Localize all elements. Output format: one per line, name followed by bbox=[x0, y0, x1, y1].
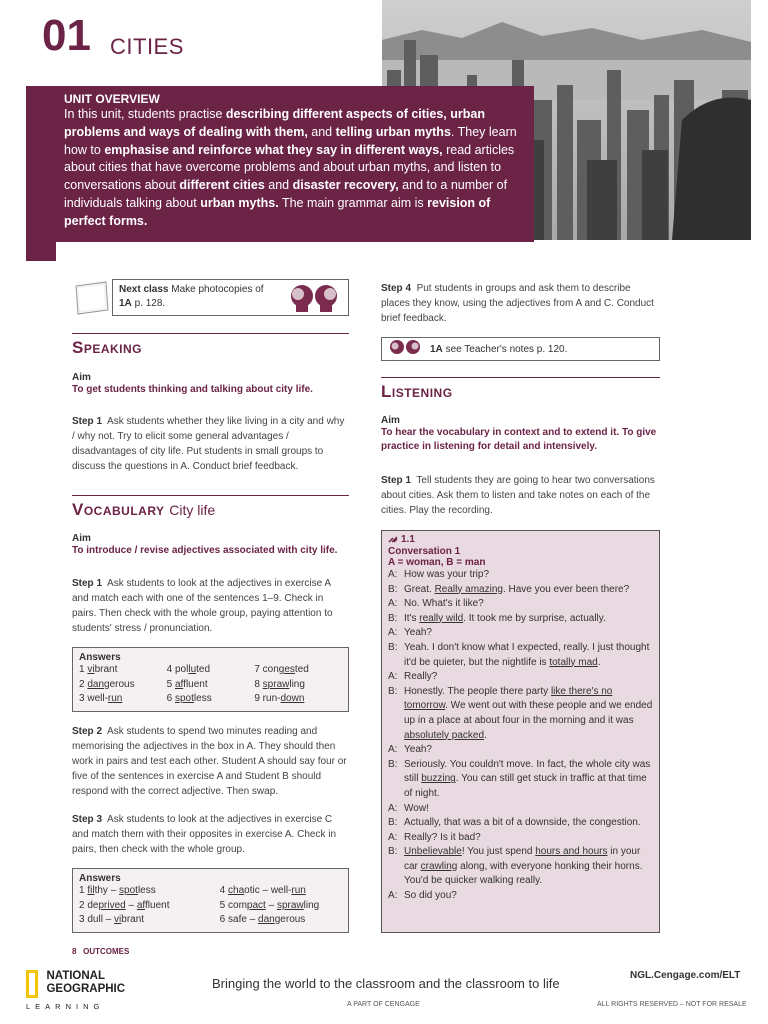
overview-segment: and bbox=[264, 178, 293, 193]
script-line: A: Really? Is it bad? bbox=[388, 831, 481, 843]
speaking-heading: Speaking bbox=[72, 333, 349, 358]
script-line: A: How was your trip? bbox=[388, 569, 490, 580]
overview-segment: The main grammar aim is bbox=[278, 195, 428, 210]
script-line: B: Seriously. You couldn't move. In fact, the whole city was still buzzing. You can still get stuck in traffic at that time of night. bbox=[388, 758, 651, 799]
answer-item: 4 polluted bbox=[166, 664, 211, 675]
listening-aim-label: Aim bbox=[381, 415, 400, 426]
script-line: A: Really? bbox=[388, 671, 438, 683]
teachers-notes-text: see Teacher's notes p. 120. bbox=[445, 343, 568, 355]
script-line: B: Actually, that was a bit of a downside, the congestion. bbox=[388, 817, 641, 829]
listening-step1-text: Tell students they are going to hear two conversations about cities. Ask them to listen and take notes on each of the cities. Play the recording. bbox=[381, 475, 655, 516]
audio-track-icon bbox=[388, 533, 398, 546]
answers-2-label: Answers bbox=[79, 873, 121, 884]
overview-heading: UNIT OVERVIEW bbox=[64, 92, 160, 106]
overview-segment: telling urban myths bbox=[335, 124, 451, 139]
overview-segment: urban myths. bbox=[200, 195, 279, 210]
vocabulary-step2-text: Ask students to spend two minutes reading and memorising the adjectives in the box in A. They should then work in pairs and test each other. Student A should say four or five of the sentences in exercise A and Student B should respond with the correct adjective. Then swap. bbox=[72, 726, 347, 797]
answer-pair: 3 dull – vibrant bbox=[79, 914, 145, 925]
vocabulary-step1-label: Step 1 bbox=[72, 578, 103, 589]
vocabulary-aim: To introduce / revise adjectives associated with city life. bbox=[72, 545, 338, 556]
script-line: A: Yeah? bbox=[388, 627, 432, 639]
teachers-notes-ref: 1A bbox=[430, 343, 443, 355]
listening-heading: Listening bbox=[381, 377, 660, 402]
page-number: 8 bbox=[72, 947, 77, 956]
next-class-note bbox=[112, 279, 349, 316]
photocopy-heads-small-icon bbox=[388, 339, 422, 360]
next-class-text: Make photocopies of bbox=[171, 284, 264, 295]
overview-segment: In this unit, students practise bbox=[64, 107, 226, 121]
next-class-page: p. 128. bbox=[134, 298, 166, 309]
conversation-title: Conversation 1 bbox=[388, 546, 461, 557]
speaking-aim-label: Aim bbox=[72, 372, 91, 383]
answer-item: 5 affluent bbox=[166, 678, 208, 690]
national-geographic-logo bbox=[26, 970, 146, 1011]
step4 bbox=[381, 281, 660, 326]
speakers-key: A = woman, B = man bbox=[388, 557, 486, 568]
vocabulary-step3-text: Ask students to look at the adjectives in exercise C and match them with their opposites in exercise A. Check in pairs, then check with the whole group. bbox=[72, 814, 337, 855]
notepad-icon bbox=[72, 280, 112, 316]
script-line: B: Unbelievable! You just spend hours and hours in your car crawling along, with everyone honking their horns. You'd be quicker walking really. bbox=[388, 846, 643, 887]
answer-pair: 2 deprived – affluent bbox=[79, 899, 170, 911]
teachers-notes-note bbox=[381, 337, 660, 361]
answers-box-1 bbox=[72, 647, 349, 712]
track-row bbox=[388, 533, 653, 546]
listening-aim: To hear the vocabulary in context and to extend it. To give practice in listening for detail and intensively. bbox=[381, 427, 657, 452]
script-line: B: Great. Really amazing. Have you ever been there? bbox=[388, 583, 630, 595]
speaking-aim: To get students thinking and talking about city life. bbox=[72, 384, 313, 395]
overview-segment: describing different aspects of cities, urban problems and ways of dealing with them, bbox=[64, 107, 485, 139]
answers-1-label: Answers bbox=[79, 652, 121, 663]
next-class-ref: 1A bbox=[119, 298, 132, 309]
vocabulary-step1 bbox=[72, 576, 349, 636]
step4-text: Put students in groups and ask them to describe places they know, using the adjectives from A and C. Conduct brief feedback. bbox=[381, 283, 654, 324]
vocabulary-step3-label: Step 3 bbox=[72, 814, 103, 825]
speaking-step1 bbox=[72, 414, 349, 474]
answers-2-grid bbox=[79, 884, 342, 928]
script-line: A: Wow! bbox=[388, 802, 429, 814]
answer-item: 2 dangerous bbox=[79, 678, 135, 690]
script-line: A: No. What's it like? bbox=[388, 598, 484, 610]
ngl-url-link[interactable]: NGL.Cengage.com/ELT bbox=[630, 970, 741, 981]
answer-item: 7 congested bbox=[254, 664, 309, 675]
logo-line1: NATIONAL bbox=[46, 970, 106, 982]
overview-segment: disaster recovery, bbox=[292, 178, 399, 193]
vocabulary-heading-row bbox=[72, 495, 349, 520]
script-line: A: So did you? bbox=[388, 890, 457, 902]
vocabulary-step2-label: Step 2 bbox=[72, 726, 103, 737]
unit-title: CITIES bbox=[110, 34, 184, 59]
overview-text bbox=[64, 106, 526, 231]
answer-item: 6 spotless bbox=[166, 693, 212, 704]
rights-notice: ALL RIGHTS RESERVED – NOT FOR RESALE bbox=[597, 1001, 747, 1008]
answer-item: 1 vibrant bbox=[79, 664, 118, 675]
logo-line2: GEOGRAPHIC bbox=[46, 982, 126, 995]
answer-pair: 1 filthy – spotless bbox=[79, 885, 156, 896]
speaking-step1-label: Step 1 bbox=[72, 416, 103, 427]
logo-line3: LEARNING bbox=[26, 1002, 105, 1011]
script-lines bbox=[388, 568, 653, 904]
vocabulary-step3 bbox=[72, 812, 349, 857]
audio-script-box bbox=[381, 530, 660, 933]
vocabulary-step1-text: Ask students to look at the adjectives in exercise A and match each with one of the sentences 1–9. Check in pairs. Then check with the whole group, paying attention to students' stress / pronunciation. bbox=[72, 578, 333, 634]
script-line: A: Yeah? bbox=[388, 744, 432, 756]
overview-segment: read articles about cities that have overcome problems and about urban myths, and listen to conversations about bbox=[64, 142, 515, 193]
overview-segment: emphasise and reinforce what they say in different ways, bbox=[104, 142, 443, 157]
tagline: Bringing the world to the classroom and the classroom to life bbox=[212, 976, 560, 991]
answers-1-grid bbox=[79, 663, 342, 707]
answer-item: 3 well-run bbox=[79, 693, 123, 704]
unit-number: 01 bbox=[42, 11, 91, 60]
overview-segment: revision of perfect forms. bbox=[64, 195, 491, 228]
answer-pair: 5 compact – sprawling bbox=[219, 899, 320, 911]
page-footer bbox=[72, 947, 129, 956]
listening-step1-label: Step 1 bbox=[381, 475, 412, 486]
listening-step1 bbox=[381, 473, 660, 518]
step4-label: Step 4 bbox=[381, 283, 412, 294]
answer-item: 9 run-down bbox=[254, 693, 305, 704]
track-number: 1.1 bbox=[401, 534, 415, 545]
answers-box-2 bbox=[72, 868, 349, 933]
next-class-label: Next class bbox=[119, 284, 169, 295]
photocopy-heads-icon bbox=[288, 282, 342, 317]
answer-pair: 6 safe – dangerous bbox=[219, 914, 306, 925]
overview-segment: and bbox=[307, 124, 336, 139]
cengage-credit: A PART OF CENGAGE bbox=[347, 1001, 420, 1008]
script-line: B: Yeah. I don't know what I expected, really. I just thought it'd be quieter, but the nightlife is totally mad. bbox=[388, 641, 650, 668]
answer-item: 8 sprawling bbox=[254, 678, 305, 690]
script-line: B: It's really wild. It took me by surprise, actually. bbox=[388, 612, 606, 624]
vocabulary-heading: Vocabulary bbox=[72, 500, 165, 519]
overview-segment: different cities bbox=[179, 178, 265, 193]
speaking-step1-text: Ask students whether they like living in a city and why / why not. Try to elicit some general advantages / disadvantages of city life. Put students in small groups to discuss the questions in A. Conduct brief feedback. bbox=[72, 416, 345, 472]
answer-pair: 4 chaotic – well-run bbox=[219, 885, 306, 896]
overview-segment: . They learn how to bbox=[64, 124, 517, 157]
unit-overview-box bbox=[56, 86, 534, 242]
vocabulary-aim-label: Aim bbox=[72, 533, 91, 544]
yellow-rectangle-icon bbox=[26, 970, 38, 998]
vocabulary-step2 bbox=[72, 724, 349, 799]
overview-segment: and to a number of individuals talking about bbox=[64, 178, 508, 210]
book-title: OUTCOMES bbox=[83, 947, 130, 956]
overview-accent-bar bbox=[26, 86, 56, 261]
script-line: B: Honestly. The people there party like there's no tomorrow. We went out with these people and we ended up in a place at about four in the morning and it was absolutely packed. bbox=[388, 685, 653, 741]
vocabulary-subheading: City life bbox=[169, 502, 216, 518]
